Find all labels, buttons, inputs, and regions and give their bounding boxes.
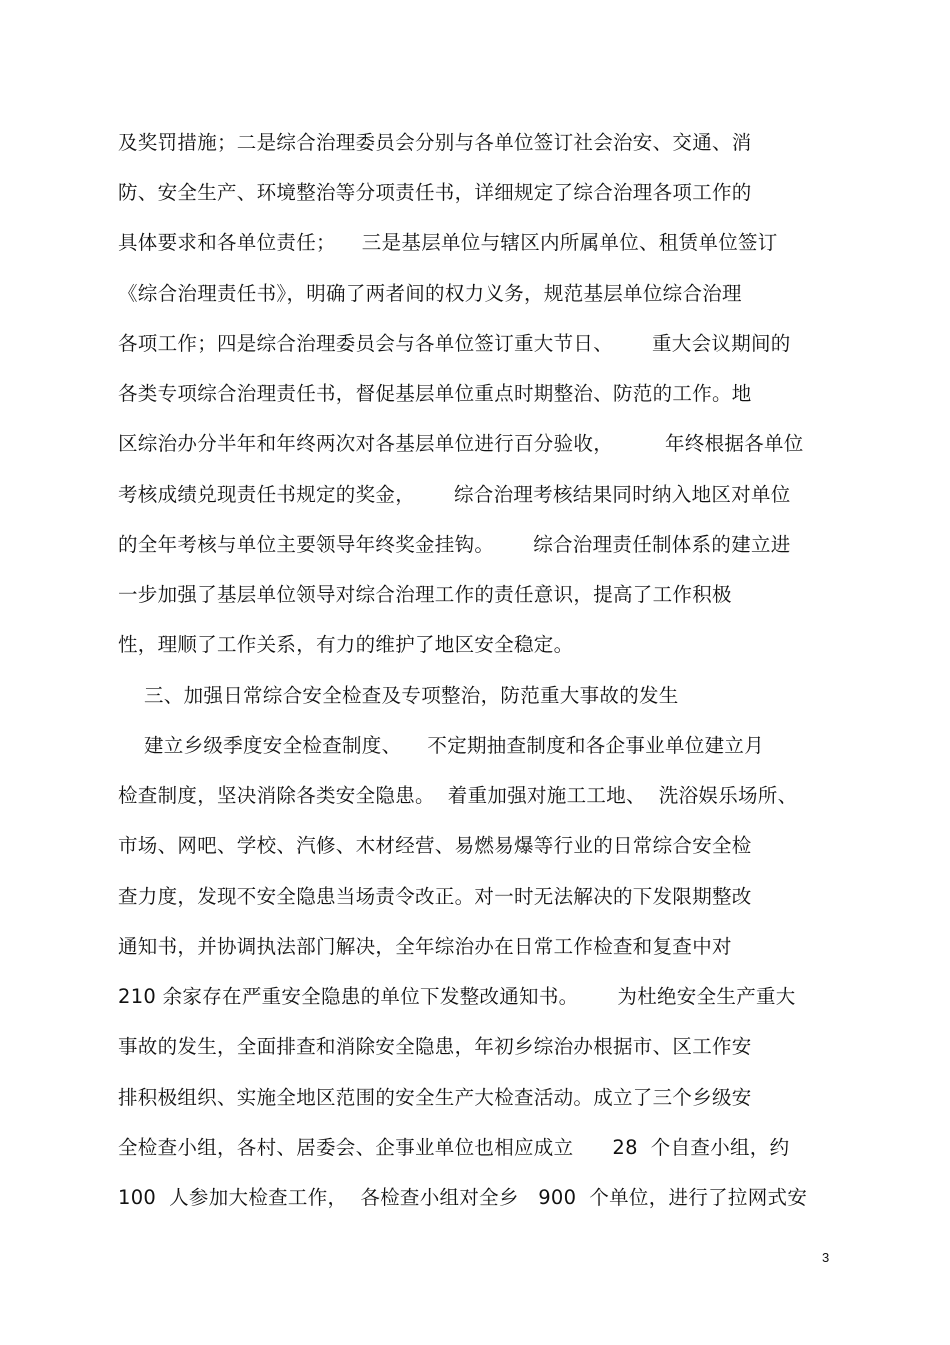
text-line: 各类专项综合治理责任书，督促基层单位重点时期整治、防范的工作。地: [118, 382, 752, 405]
text-line: 事故的发生，全面排查和消除安全隐患，年初乡综治办根据市、区工作安: [118, 1035, 752, 1058]
text-line: 区综治办分半年和年终两次对各基层单位进行百分验收， 年终根据各单位: [118, 432, 804, 455]
text-line: 通知书，并协调执法部门解决，全年综治办在日常工作检查和复查中对: [118, 935, 732, 958]
text-line: 性，理顺了工作关系，有力的维护了地区安全稳定。: [118, 633, 574, 656]
text-line: 市场、网吧、学校、汽修、木材经营、易燃易爆等行业的日常综合安全检: [118, 834, 752, 857]
text-line: 100 人参加大检查工作， 各检查小组对全乡 900 个单位，进行了拉网式安: [118, 1186, 808, 1209]
text-line: 一步加强了基层单位领导对综合治理工作的责任意识，提高了工作积极: [118, 583, 732, 606]
text-line: 《综合治理责任书》，明确了两者间的权力义务，规范基层单位综合治理: [118, 282, 742, 305]
text-line: 具体要求和各单位责任； 三是基层单位与辖区内所属单位、租赁单位签订: [118, 231, 778, 254]
page-number: 3: [822, 1250, 830, 1265]
text-line: 考核成绩兑现责任书规定的奖金， 综合治理考核结果同时纳入地区对单位: [118, 483, 791, 506]
text-line: 及奖罚措施；二是综合治理委员会分别与各单位签订社会治安、交通、消: [118, 131, 752, 154]
text-line: 检查制度，坚决消除各类安全隐患。 着重加强对施工工地、 洗浴娱乐场所、: [118, 784, 798, 807]
section-heading: 三、加强日常综合安全检查及专项整治，防范重大事故的发生: [118, 684, 679, 707]
text-line: 各项工作；四是综合治理委员会与各单位签订重大节日、 重大会议期间的: [118, 332, 791, 355]
text-line: 建立乡级季度安全检查制度、 不定期抽查制度和各企事业单位建立月: [118, 734, 764, 757]
text-line: 排积极组织、实施全地区范围的安全生产大检查活动。成立了三个乡级安: [118, 1086, 752, 1109]
text-line: 防、安全生产、环境整治等分项责任书，详细规定了综合治理各项工作的: [118, 181, 752, 204]
text-line: 210 余家存在严重安全隐患的单位下发整改通知书。 为杜绝安全生产重大: [118, 985, 796, 1008]
text-line: 的全年考核与单位主要领导年终奖金挂钩。 综合治理责任制体系的建立进: [118, 533, 791, 556]
text-line: 全检查小组，各村、居委会、企事业单位也相应成立 28 个自查小组，约: [118, 1136, 790, 1159]
text-line: 查力度，发现不安全隐患当场责令改正。对一时无法解决的下发限期整改: [118, 885, 752, 908]
